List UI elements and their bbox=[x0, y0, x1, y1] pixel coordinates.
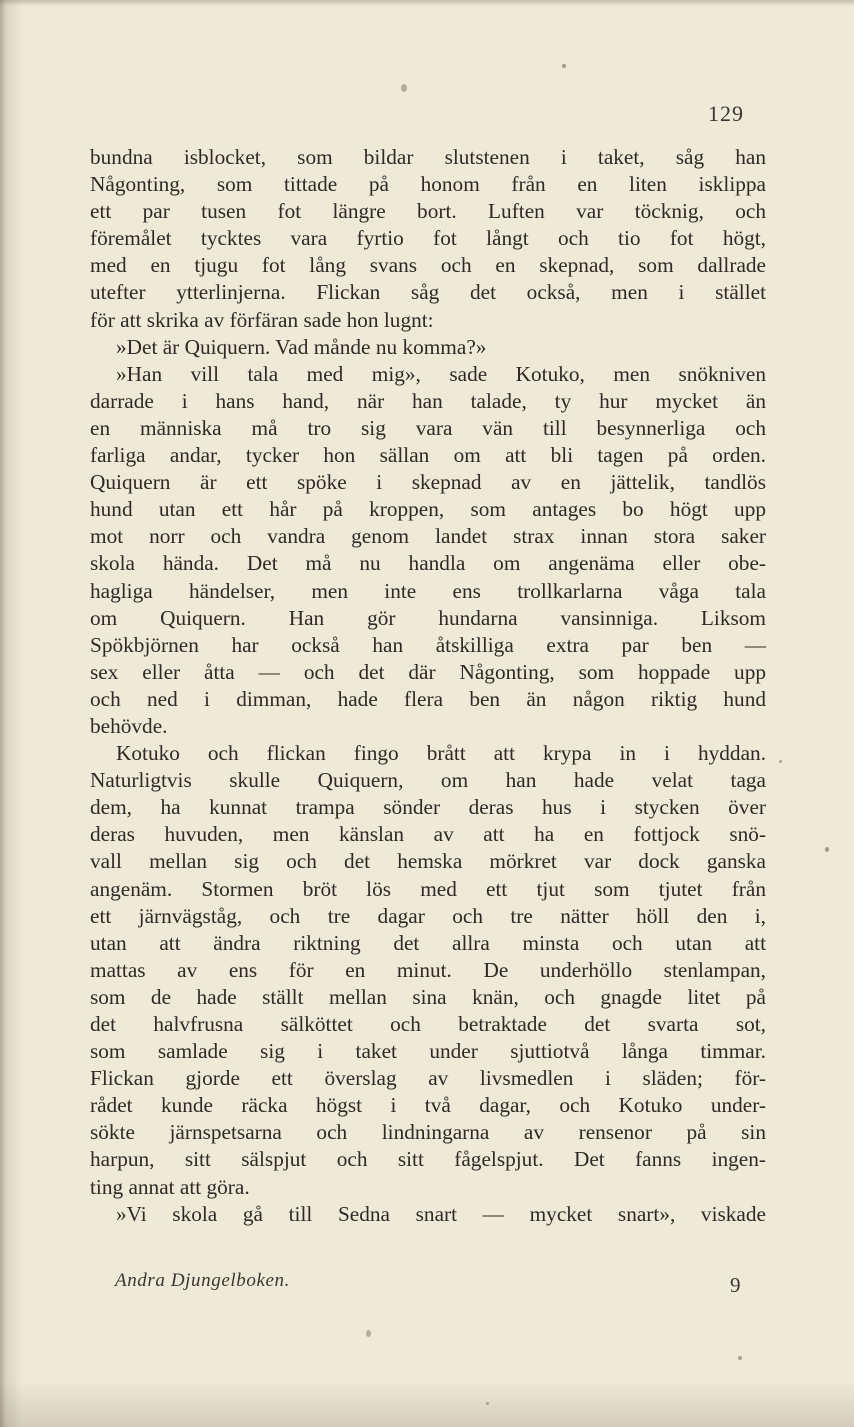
page-number: 129 bbox=[708, 101, 744, 126]
footer-signature-mark: 9 bbox=[730, 1273, 741, 1297]
text-line: som samlade sig i taket under sjuttiotvå långa timmar. bbox=[90, 1039, 766, 1064]
text-line: rådet kunde räcka högst i två dagar, och Kotuko under- bbox=[90, 1093, 766, 1118]
paper-speck bbox=[779, 760, 782, 763]
paper-speck bbox=[401, 84, 407, 92]
paper-speck bbox=[486, 1402, 489, 1405]
text-line: som de hade ställt mellan sina knän, och gnagde litet på bbox=[90, 984, 766, 1009]
text-line: det halvfrusna sälköttet och betraktade det svarta sot, bbox=[90, 1012, 766, 1036]
page-top-edge bbox=[0, 0, 854, 6]
text-line: ting annat att göra. bbox=[90, 1174, 250, 1199]
text-line: Quiquern är ett spöke i skepnad av en jättelik, tandlös bbox=[90, 470, 766, 495]
text-line: med en tjugu fot lång svans och en skepnad, som dallrade bbox=[90, 253, 766, 278]
footer-book-title: Andra Djungelboken. bbox=[115, 1270, 290, 1291]
text-line: harpun, sitt sälspjut och sitt fågelspjut. Det fanns ingen- bbox=[90, 1147, 766, 1172]
text-line: bundna isblocket, som bildar slutstenen i taket, såg han bbox=[90, 145, 766, 169]
text-line: föremålet tycktes vara fyrtio fot långt och tio fot högt, bbox=[90, 226, 766, 251]
text-line: hagliga händelser, men inte ens trollkarlarna våga tala bbox=[90, 578, 766, 603]
paper-speck bbox=[366, 1330, 371, 1337]
text-line: deras huvuden, men känslan av att ha en fottjock snö- bbox=[90, 822, 766, 847]
text-line: mot norr och vandra genom landet strax innan stora saker bbox=[90, 524, 766, 549]
text-line: Naturligtvis skulle Quiquern, om han hade velat taga bbox=[90, 768, 766, 793]
text-line: Flickan gjorde ett överslag av livsmedlen i släden; för- bbox=[90, 1066, 766, 1091]
text-line: för att skrika av förfäran sade hon lugnt: bbox=[90, 307, 434, 332]
paper-speck bbox=[562, 64, 566, 68]
text-line: vall mellan sig och det hemska mörkret var dock ganska bbox=[90, 849, 766, 874]
text-line: darrade i hans hand, när han talade, ty hur mycket än bbox=[90, 388, 766, 413]
text-line: Spökbjörnen har också han åtskilliga extra par ben — bbox=[90, 632, 766, 657]
text-line: dem, ha kunnat trampa sönder deras hus i stycken över bbox=[90, 795, 766, 820]
text-line: behövde. bbox=[90, 713, 168, 738]
text-line: ett järnvägståg, och tre dagar och tre nätter höll den i, bbox=[90, 903, 766, 928]
text-line: utan att ändra riktning det allra minsta och utan att bbox=[90, 930, 766, 955]
text-line: sökte järnspetsarna och lindningarna av rensenor på sin bbox=[90, 1120, 766, 1145]
text-line: »Vi skola gå till Sedna snart — mycket snart», viskade bbox=[116, 1201, 766, 1226]
text-line: skola hända. Det må nu handla om angenäma eller obe- bbox=[90, 551, 766, 576]
text-line: sex eller åtta — och det där Någonting, som hoppade upp bbox=[90, 659, 766, 684]
text-line: och ned i dimman, hade flera ben än någon riktig hund bbox=[90, 686, 766, 711]
text-line: hund utan ett hår på kroppen, som antages bo högt upp bbox=[90, 497, 766, 522]
text-line: angenäm. Stormen bröt lös med ett tjut som tjutet från bbox=[90, 876, 766, 901]
text-line: »Han vill tala med mig», sade Kotuko, men snökniven bbox=[116, 361, 766, 386]
text-line: farliga andar, tycker hon sällan om att bli tagen på orden. bbox=[90, 443, 766, 468]
text-line: »Det är Quiquern. Vad månde nu komma?» bbox=[116, 334, 487, 359]
text-line: Kotuko och flickan fingo brått att krypa in i hyddan. bbox=[116, 741, 766, 766]
text-line: utefter ytterlinjerna. Flickan såg det också, men i stället bbox=[90, 280, 766, 305]
text-line: om Quiquern. Han gör hundarna vansinniga. Liksom bbox=[90, 605, 766, 630]
paper-speck bbox=[738, 1356, 742, 1360]
body-text bbox=[90, 144, 766, 1228]
text-line: en människa må tro sig vara vän till besynnerliga och bbox=[90, 415, 766, 440]
text-line: Någonting, som tittade på honom från en liten isklippa bbox=[90, 172, 766, 197]
paper-speck bbox=[825, 847, 829, 852]
text-line: ett par tusen fot längre bort. Luften var töcknig, och bbox=[90, 199, 766, 224]
text-line: mattas av ens för en minut. De underhöllo stenlampan, bbox=[90, 957, 766, 982]
